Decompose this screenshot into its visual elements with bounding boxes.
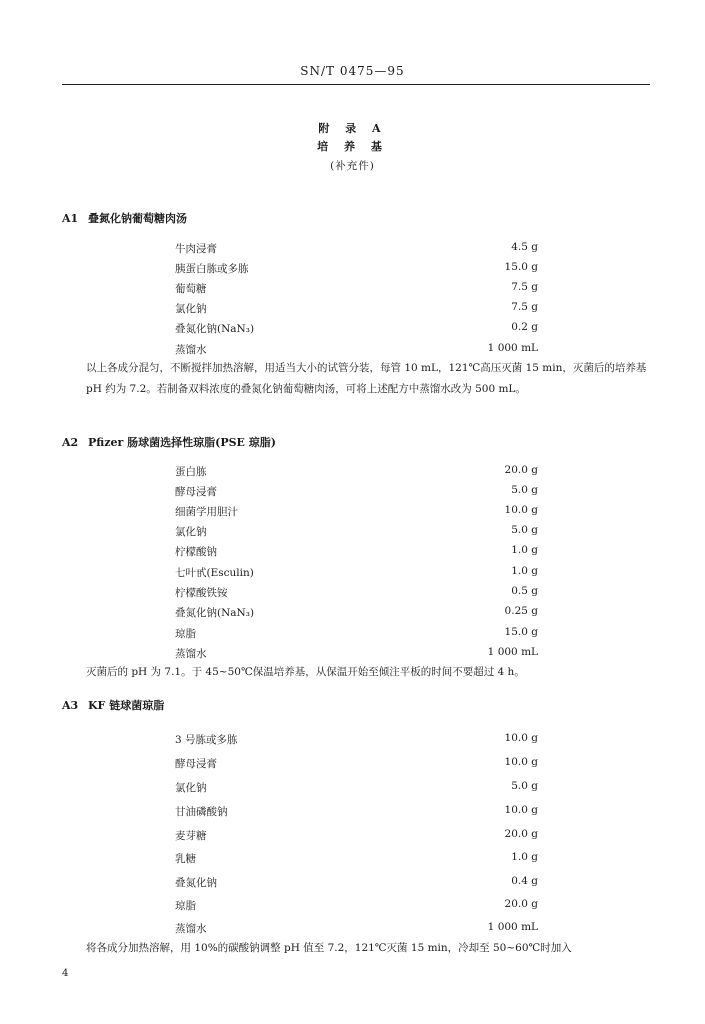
section-note — [62, 938, 652, 959]
ingredient-row — [175, 241, 538, 259]
ingredient-name: 琼脂 — [175, 900, 196, 912]
ingredient-name: 蛋白胨 — [175, 466, 207, 478]
ingredient-name: 叠氮化钠(NaN₃) — [175, 323, 255, 335]
ingredient-qty: 10.0 g — [504, 732, 538, 744]
ingredient-name: 麦芽糖 — [175, 830, 207, 842]
appendix-subtitle: (补充件) — [330, 160, 375, 172]
ingredient-qty: 7.5 g — [511, 281, 538, 293]
note-text: 以上各成分混匀，不断搅拌加热溶解，用适当大小的试管分装，每管 10 mL，121℃高压灭菌 15 min，灭菌后的培养基 pH 约为 7.2。若制备双料浓度的叠氮化钠葡萄糖肉汤，可将上述配方中蒸馏水改为 500 mL。 — [86, 362, 647, 395]
note-text: 将各成分加热溶解，用 10%的碳酸钠调整 pH 值至 7.2，121℃灭菌 15 min，冷却至 50~60℃时加入 — [86, 942, 572, 954]
header-rule — [62, 84, 650, 85]
ingredient-name: 叠氮化钠(NaN₃) — [175, 607, 255, 619]
ingredient-name: 牛肉浸膏 — [175, 243, 217, 255]
section-heading-a2 — [62, 434, 276, 450]
ingredient-row — [175, 301, 538, 319]
ingredient-name: 柠檬酸铁铵 — [175, 587, 228, 599]
ingredient-qty: 0.5 g — [511, 585, 538, 597]
section-heading-a3 — [62, 697, 164, 713]
ingredient-qty: 15.0 g — [504, 261, 538, 273]
standard-number: SN/T 0475—95 — [300, 64, 405, 78]
ingredient-qty: 7.5 g — [511, 301, 538, 313]
section-number: A1 — [62, 212, 79, 225]
ingredient-qty: 1 000 mL — [487, 342, 538, 354]
appendix-label: 附 录 A — [318, 122, 387, 135]
ingredient-name: 蒸馏水 — [175, 344, 207, 356]
ingredient-row — [175, 828, 538, 846]
ingredient-row — [175, 585, 538, 603]
ingredient-row — [175, 504, 538, 522]
ingredient-name: 3 号胨或多胨 — [175, 734, 238, 746]
ingredient-row — [175, 804, 538, 822]
ingredient-row — [175, 524, 538, 542]
ingredient-row — [175, 626, 538, 644]
ingredient-row — [175, 565, 538, 583]
ingredient-name: 蒸馏水 — [175, 923, 207, 935]
ingredient-qty: 4.5 g — [511, 241, 538, 253]
ingredient-qty: 10.0 g — [504, 804, 538, 816]
ingredient-row — [175, 281, 538, 299]
section-number: A2 — [62, 436, 79, 449]
ingredient-qty: 0.4 g — [511, 875, 538, 887]
ingredient-qty: 10.0 g — [504, 504, 538, 516]
section-title: KF 链球菌琼脂 — [88, 699, 165, 712]
ingredient-qty: 0.25 g — [504, 605, 538, 617]
ingredient-name: 氯化钠 — [175, 526, 207, 538]
ingredient-qty: 10.0 g — [504, 756, 538, 768]
ingredient-qty: 5.0 g — [511, 484, 538, 496]
ingredient-qty: 20.0 g — [504, 828, 538, 840]
ingredient-row — [175, 732, 538, 750]
ingredient-row — [175, 321, 538, 339]
ingredient-name: 七叶甙(Esculin) — [175, 567, 254, 579]
ingredient-name: 甘油磷酸钠 — [175, 806, 228, 818]
section-heading-a1 — [62, 210, 187, 226]
ingredient-name: 氯化钠 — [175, 782, 207, 794]
section-note — [62, 662, 652, 683]
note-text: 灭菌后的 pH 为 7.1。于 45~50℃保温培养基，从保温开始至倾注平板的时间不要超过 4 h。 — [86, 666, 525, 678]
ingredient-qty: 1.0 g — [511, 851, 538, 863]
ingredient-name: 细菌学用胆汁 — [175, 506, 238, 518]
ingredient-name: 琼脂 — [175, 628, 196, 640]
ingredient-row — [175, 756, 538, 774]
ingredient-qty: 5.0 g — [511, 524, 538, 536]
ingredient-qty: 20.0 g — [504, 464, 538, 476]
section-title: 叠氮化钠葡萄糖肉汤 — [88, 212, 187, 225]
section-number: A3 — [62, 699, 79, 712]
ingredient-qty: 1.0 g — [511, 565, 538, 577]
ingredient-row — [175, 875, 538, 893]
ingredient-row — [175, 921, 538, 939]
ingredient-name: 蒸馏水 — [175, 648, 207, 660]
ingredient-qty: 15.0 g — [504, 626, 538, 638]
ingredient-name: 葡萄糖 — [175, 283, 207, 295]
ingredient-qty: 0.2 g — [511, 321, 538, 333]
ingredient-qty: 1.0 g — [511, 544, 538, 556]
ingredient-qty: 5.0 g — [511, 780, 538, 792]
ingredient-row — [175, 898, 538, 916]
ingredient-qty: 20.0 g — [504, 898, 538, 910]
section-title: Pfizer 肠球菌选择性琼脂(PSE 琼脂) — [88, 436, 276, 449]
ingredient-name: 叠氮化钠 — [175, 877, 217, 889]
ingredient-name: 柠檬酸钠 — [175, 546, 217, 558]
ingredient-row — [175, 261, 538, 279]
ingredient-row — [175, 780, 538, 798]
ingredient-qty: 1 000 mL — [487, 921, 538, 933]
ingredient-name: 酵母浸膏 — [175, 486, 217, 498]
ingredient-row — [175, 464, 538, 482]
appendix-title: 培 养 基 — [317, 140, 388, 153]
ingredient-name: 酵母浸膏 — [175, 758, 217, 770]
section-note — [62, 358, 652, 400]
ingredient-name: 氯化钠 — [175, 303, 207, 315]
ingredient-row — [175, 851, 538, 869]
ingredient-name: 乳糖 — [175, 853, 196, 865]
ingredient-row — [175, 605, 538, 623]
ingredient-qty: 1 000 mL — [487, 646, 538, 658]
ingredient-row — [175, 484, 538, 502]
page-number: 4 — [62, 968, 69, 979]
ingredient-name: 胰蛋白胨或多胨 — [175, 263, 249, 275]
ingredient-row — [175, 544, 538, 562]
